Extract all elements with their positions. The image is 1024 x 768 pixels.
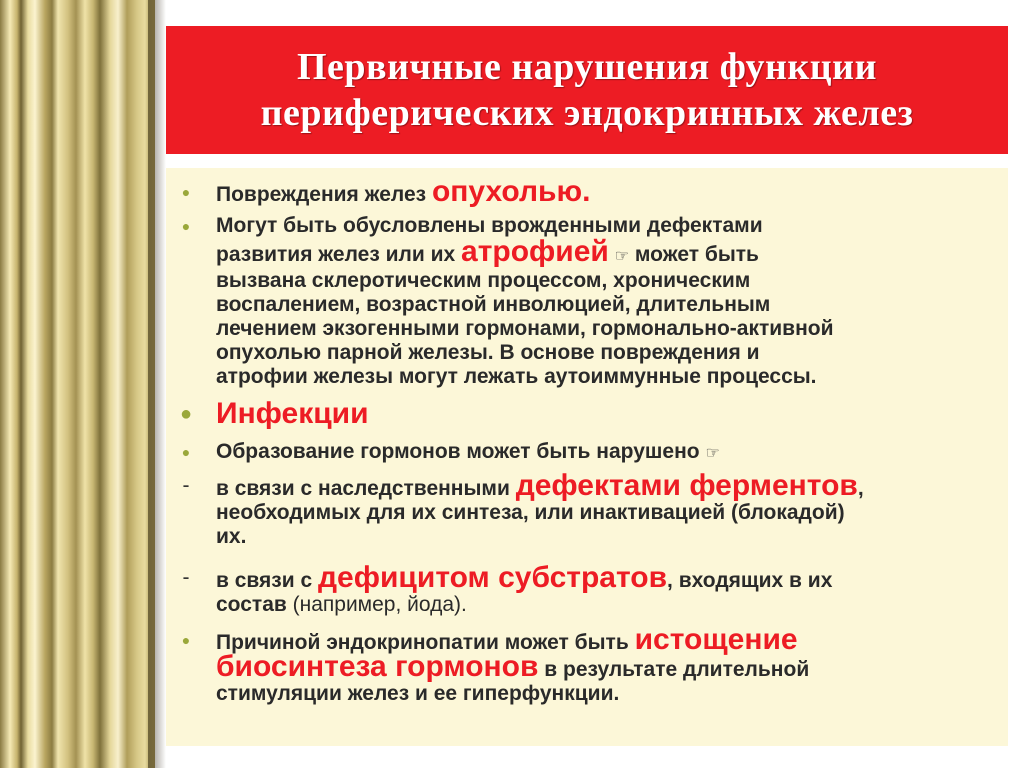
bullet-text-line: воспалением, возрастной инволюцией, длительным — [216, 293, 771, 316]
bullet-icon: ● — [181, 218, 191, 234]
bullet-text: может быть — [629, 243, 759, 266]
bullet-text: (например, йода). — [286, 593, 467, 616]
pointing-hand-icon: ☞ — [614, 248, 630, 265]
bullet-text-line: стимуляции желез и ее гиперфункции. — [216, 682, 620, 705]
bullet-icon: ● — [181, 184, 191, 200]
highlight-text: истощение — [634, 623, 798, 656]
dash-marker: - — [182, 474, 190, 497]
title-banner — [166, 26, 1008, 154]
highlight-text: дефектами ферментов — [515, 469, 858, 502]
pointing-hand-icon: ☞ — [705, 445, 720, 462]
bullet-text-line: лечением экзогенными гормонами, гормонально-активной — [216, 317, 834, 340]
bullet-text-line: вызвана склеротическим процессом, хроническим — [216, 269, 751, 292]
decorative-stripes — [0, 0, 155, 768]
bullet-text: в результате длительной — [538, 658, 810, 681]
title-line-1: Первичные нарушения функции — [297, 46, 877, 88]
bullet-text: развития желез или их — [216, 243, 462, 266]
bullet-text-line: Могут быть обусловлены врожденными дефектами — [216, 214, 763, 237]
bullet-text: в связи с — [216, 569, 319, 592]
bullet-icon: ● — [181, 632, 191, 648]
bullet-text: Образование гормонов может быть нарушено — [216, 440, 700, 463]
bullet-text: , входящих в их — [667, 569, 833, 592]
bullet-text-line: атрофии железы могут лежать аутоиммунные процессы. — [216, 365, 817, 388]
bullet-text-line: их. — [216, 525, 247, 548]
highlight-text: атрофией — [461, 235, 609, 268]
highlight-text: опухолью. — [431, 175, 591, 208]
bullet-icon: ● — [179, 403, 193, 425]
dash-marker: - — [182, 566, 190, 589]
highlight-text: биосинтеза гормонов — [216, 650, 539, 683]
highlight-text: дефицитом субстратов — [318, 561, 668, 594]
bullet-text: Повреждения желез — [216, 183, 432, 206]
bullet-text-line: опухолью парной железы. В основе повреждения и — [216, 341, 760, 364]
highlight-text: Инфекции — [216, 397, 369, 430]
bullet-text: Причиной эндокринопатии может быть — [216, 631, 635, 654]
content-panel — [166, 168, 1008, 746]
title-line-2: периферических эндокринных желез — [260, 92, 914, 134]
bullet-text: в связи с наследственными — [216, 477, 516, 500]
bullet-text-line: необходимых для их синтеза, или инактивацией (блокадой) — [216, 501, 845, 524]
bullet-text: состав — [216, 593, 287, 616]
bullet-text: , — [857, 477, 864, 500]
stripes-shadow — [148, 0, 166, 768]
bullet-icon: ● — [181, 444, 191, 460]
